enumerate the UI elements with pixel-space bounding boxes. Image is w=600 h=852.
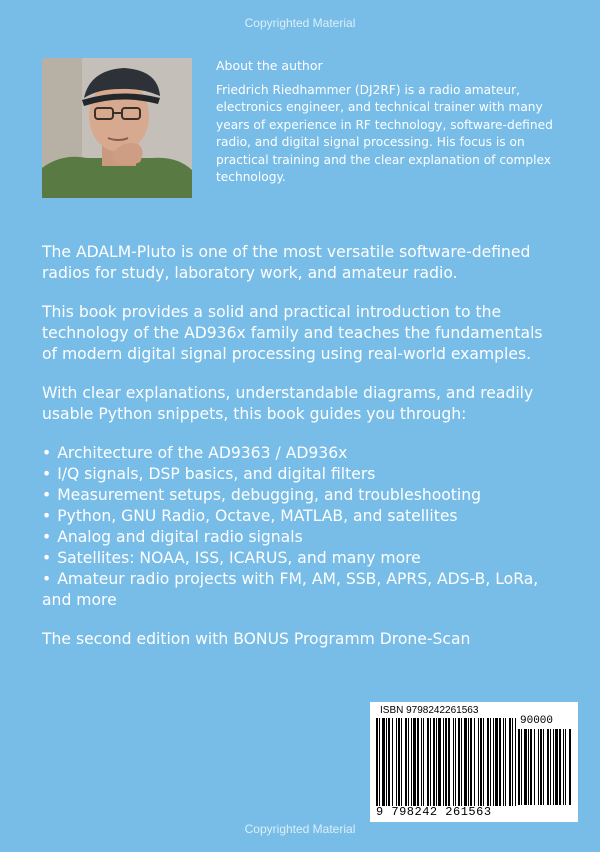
bullet-icon: • xyxy=(42,444,52,462)
price-code: 90000 xyxy=(520,715,554,727)
addon-barcode-bars xyxy=(518,729,572,805)
bullet-icon: • xyxy=(42,465,52,483)
watermark-bottom: Copyrighted Material xyxy=(244,822,356,836)
bullet-icon: • xyxy=(42,549,52,567)
list-item: • Python, GNU Radio, Octave, MATLAB, and satellites xyxy=(42,507,458,525)
author-bio: Friedrich Riedhammer (DJ2RF) is a radio amateur, electronics engineer, and technical trainer with many years of experience in RF technology, software-defined radio, and digital signal processing. His focus is on practical training and the clear explanation of complex technology. xyxy=(216,83,553,185)
bullet-icon: • xyxy=(42,486,52,504)
description-paragraph-2: This book provides a solid and practical introduction to the technology of the AD936x family and teaches the fundamentals of modern digital signal processing using real-world examples. xyxy=(42,303,543,363)
description-paragraph-4: The second edition with BONUS Programm Drone-Scan xyxy=(42,630,471,648)
description xyxy=(42,242,562,668)
list-item: • Amateur radio projects with FM, AM, SSB, APRS, ADS-B, LoRa, and more xyxy=(42,570,539,609)
barcode-bars xyxy=(376,718,516,806)
list-item: • Measurement setups, debugging, and troubleshooting xyxy=(42,486,482,504)
list-item: • Analog and digital radio signals xyxy=(42,528,303,546)
isbn-label: ISBN 9798242261563 xyxy=(380,705,479,716)
isbn-barcode xyxy=(370,702,578,822)
bullet-icon: • xyxy=(42,507,52,525)
bullet-icon: • xyxy=(42,528,52,546)
description-paragraph-1: The ADALM-Pluto is one of the most versatile software-defined radios for study, laboratory work, and amateur radio. xyxy=(42,243,531,282)
list-item: • Satellites: NOAA, ISS, ICARUS, and many more xyxy=(42,549,421,567)
list-item: • I/Q signals, DSP basics, and digital filters xyxy=(42,465,376,483)
list-item: • Architecture of the AD9363 / AD936x xyxy=(42,444,348,462)
barcode-digits: 9 798242 261563 xyxy=(376,805,492,819)
author-heading: About the author xyxy=(216,58,323,73)
author-photo xyxy=(42,58,192,198)
watermark-top: Copyrighted Material xyxy=(244,16,356,30)
description-paragraph-3: With clear explanations, understandable diagrams, and readily usable Python snippets, this book guides you through: xyxy=(42,384,534,423)
topic-list xyxy=(42,443,562,611)
bullet-icon: • xyxy=(42,570,52,588)
